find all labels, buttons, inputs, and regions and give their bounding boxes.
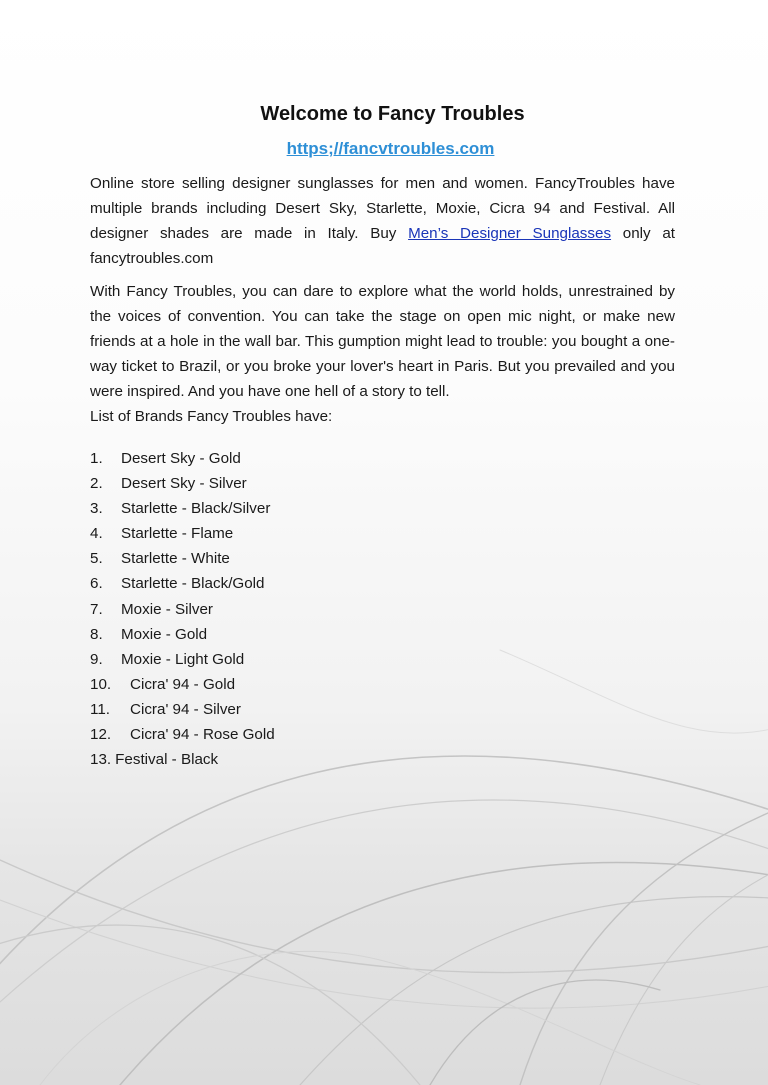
swirl-line [430,980,660,1085]
list-item-label: Cicra' 94 - Gold [130,675,236,693]
list-item [90,697,675,722]
intro-text-end: only at fancytroubles.com [90,225,675,267]
list-item-number: 8. [90,625,103,643]
list-item-label: Starlette - Black/Gold [121,575,265,593]
document-body [90,100,675,772]
description-paragraph: With Fancy Troubles, you can dare to explore what the world holds, unrestrained by the voices of convention. You can take the stage on open mic night, or make new friends at a hole in the wall bar. This gumption might lead to trouble: you bought a one-way ticket to Brazil, or you broke your lover's heart in Paris. But you prevailed and you were inspired. And you have one hell of a story to tell. [90,283,675,400]
list-item-number: 10. [90,675,112,693]
list-item-label: Moxie - Light Gold [121,650,245,668]
brand-list-heading: List of Brands Fancy Troubles have: [90,408,333,425]
list-item-label: Desert Sky - Silver [121,475,247,493]
mens-sunglasses-link[interactable]: Men’s Designer Sunglasses [408,225,612,242]
list-item-label: Moxie - Silver [121,600,213,618]
list-item-label: Starlette - White [121,550,230,568]
swirl-line [520,800,768,1085]
swirl-line [0,900,768,1008]
list-item [90,446,675,471]
intro-text: Online store selling designer sunglasses for men and women. FancyTroubles have multiple brands including Desert Sky, Starlette, Moxie, Cicra 94 and Festival. All designer shades are made in Italy. Buy [90,175,675,242]
list-item-number: 12. [90,726,112,744]
swirl-line [0,925,420,1085]
list-item [90,722,675,747]
list-item [90,471,675,496]
list-item [90,597,675,622]
list-item-number: 6. [90,575,103,593]
list-item-number: 4. [90,525,103,543]
list-item-label: Festival - Black [115,751,219,769]
swirl-line [120,862,768,1085]
list-item [90,521,675,546]
swirl-line [0,860,768,973]
list-item-number: 11. [90,700,110,718]
list-item-label: Starlette - Black/Silver [121,500,271,518]
list-item-number: 5. [90,550,103,568]
list-item-number: 3. [90,500,103,518]
list-item-number: 9. [90,650,103,668]
list-item-label: Desert Sky - Gold [121,450,241,467]
list-item [90,647,675,672]
list-item-number: 13. [90,751,112,769]
swirl-line [0,800,768,1040]
list-item [90,747,675,772]
list-item-number: 2. [90,475,103,493]
intro-paragraph [90,171,675,271]
list-item-label: Starlette - Flame [121,525,234,543]
list-item [90,622,675,647]
list-item-label: Cicra' 94 - Rose Gold [130,726,275,744]
list-item-number: 7. [90,600,103,618]
list-item-label: Cicra' 94 - Silver [130,700,241,718]
site-url-link[interactable]: https;//fancvtroubles.com [286,139,495,158]
page-title: Welcome to Fancy Troubles [260,103,525,125]
list-item-number: 1. [90,450,103,467]
list-item [90,496,675,521]
list-item [90,571,675,596]
list-item [90,546,675,571]
swirl-line [600,860,768,1085]
brand-list [90,446,675,772]
list-item [90,672,675,697]
list-item-label: Moxie - Gold [121,625,208,643]
swirl-line [40,951,700,1085]
